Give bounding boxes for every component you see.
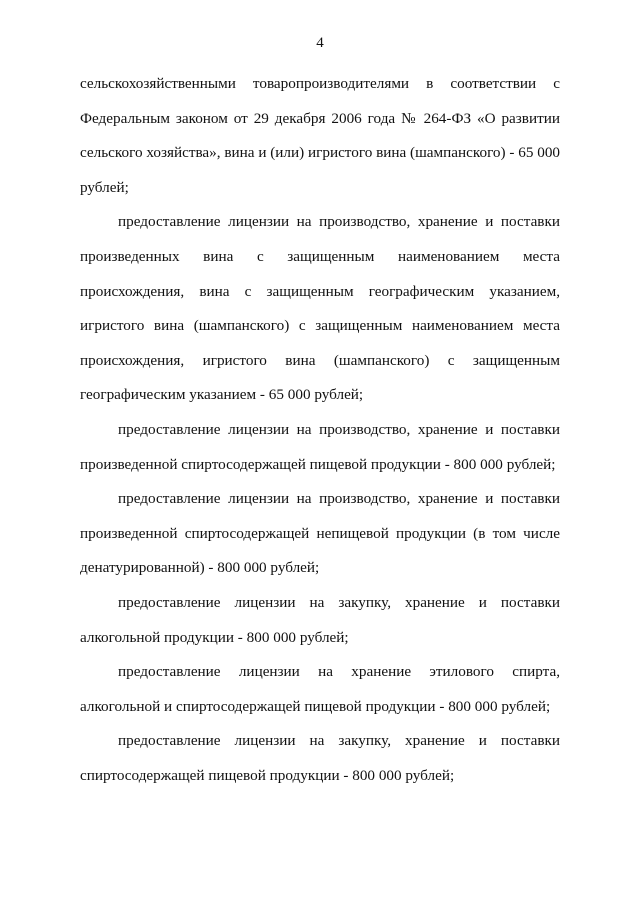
paragraph-continuation: сельскохозяйственными товаропроизводителями в соответствии с Федеральным законом от 29 декабря 2006 года № 264-ФЗ «О развитии сельского хозяйства», вина и (или) игристого вина (шампанского) - 65 000 рублей; bbox=[80, 75, 561, 196]
paragraph-license-food-spirit-production: предоставление лицензии на производство, хранение и поставки произведенной спиртосодержащей пищевой продукции - 800 000 рублей; bbox=[80, 420, 560, 473]
page-number: 4 bbox=[316, 35, 324, 51]
document-body bbox=[80, 67, 560, 793]
paragraph-license-alcohol-purchase: предоставление лицензии на закупку, хранение и поставки алкогольной продукции - 800 000 рублей; bbox=[80, 593, 560, 646]
paragraph-license-wine-protected-origin: предоставление лицензии на производство, хранение и поставки произведенных вина с защищенным наименованием места происхождения, вина с защищенным географическим указанием, игристого вина (шампанского) с защищенным наименованием места происхождения, игристого вина (шампанского) с защищенным географическим указанием - 65 000 рублей; bbox=[80, 213, 560, 404]
paragraph-license-nonfood-spirit-production: предоставление лицензии на производство, хранение и поставки произведенной спиртосодержащей непищевой продукции (в том числе денатурированной) - 800 000 рублей; bbox=[80, 490, 560, 577]
paragraph-license-ethanol-storage: предоставление лицензии на хранение этилового спирта, алкогольной и спиртосодержащей пищевой продукции - 800 000 рублей; bbox=[80, 663, 560, 715]
paragraph-license-food-spirit-purchase: предоставление лицензии на закупку, хранение и поставки спиртосодержащей пищевой продукции - 800 000 рублей; bbox=[80, 732, 560, 784]
